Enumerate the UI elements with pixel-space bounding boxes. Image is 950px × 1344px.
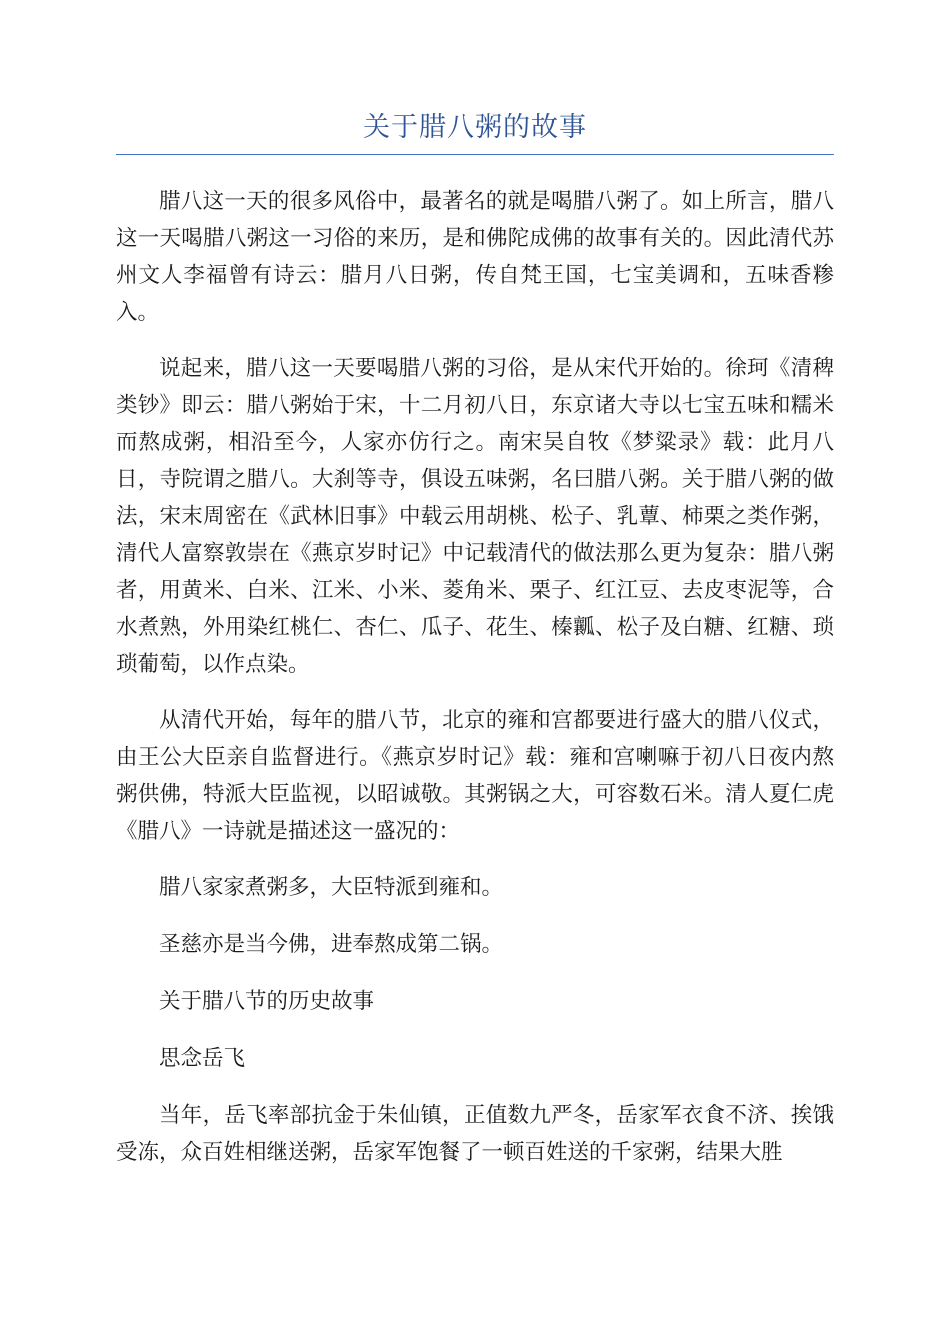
paragraph-yonghe-palace: 从清代开始，每年的腊八节，北京的雍和宫都要进行盛大的腊八仪式，由王公大臣亲自监督进行。《燕京岁时记》载：雍和宫喇嘛于初八日夜内熬粥供佛，特派大臣监视，以昭诚敬。其粥锅之大，可容数石米。清人夏仁虎《腊八》一诗就是描述这一盛况的： xyxy=(116,708,834,844)
poem-line-1: 腊八家家煮粥多，大臣特派到雍和。 xyxy=(159,875,504,900)
section-heading-history: 关于腊八节的历史故事 xyxy=(159,989,375,1014)
paragraph-song-dynasty-origin: 说起来，腊八这一天要喝腊八粥的习俗，是从宋代开始的。徐珂《清稗类钞》即云：腊八粥始于宋，十二月初八日，东京诸大寺以七宝五味和糯米而熬成粥，相沿至今，人家亦仿行之。南宋吴自牧《梦粱录》载：此月八日，寺院谓之腊八。大刹等寺，俱设五味粥，名曰腊八粥。关于腊八粥的做法，宋末周密在《武林旧事》中载云用胡桃、松子、乳蕈、柿栗之类作粥，清代人富察敦崇在《燕京岁时记》中记载清代的做法那么更为复杂：腊八粥者，用黄米、白米、江米、小米、菱角米、栗子、红江豆、去皮枣泥等，合水煮熟，外用染红桃仁、杏仁、瓜子、花生、榛瓤、松子及白糖、红糖、琐琐葡萄，以作点染。 xyxy=(116,356,834,677)
document-body xyxy=(116,183,834,1171)
paragraph-laba-customs: 腊八这一天的很多风俗中，最著名的就是喝腊八粥了。如上所言，腊八这一天喝腊八粥这一习俗的来历，是和佛陀成佛的故事有关的。因此清代苏州文人李福曾有诗云：腊月八日粥，传自梵王国，七宝美调和，五味香糁入。 xyxy=(116,189,834,325)
poem-line-2: 圣慈亦是当今佛，进奉熬成第二锅。 xyxy=(159,932,504,957)
paragraph-yue-fei-story: 当年，岳飞率部抗金于朱仙镇，正值数九严冬，岳家军衣食不济、挨饿受冻，众百姓相继送粥，岳家军饱餐了一顿百姓送的千家粥，结果大胜 xyxy=(116,1103,834,1165)
document-page xyxy=(116,108,834,1190)
section-heading-yue-fei: 思念岳飞 xyxy=(159,1046,246,1071)
document-title: 关于腊八粥的故事 xyxy=(363,112,587,143)
title-underline xyxy=(116,154,834,155)
